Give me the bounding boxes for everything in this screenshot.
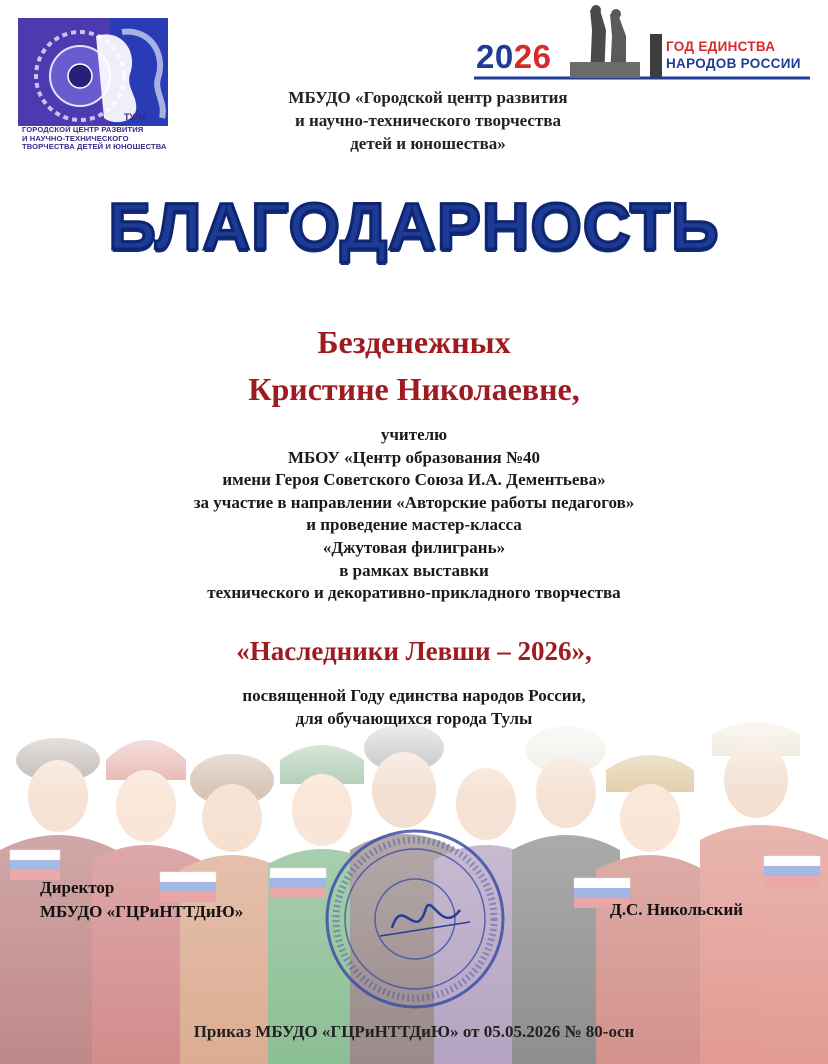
logo-caption-line: ТВОРЧЕСТВА ДЕТЕЙ И ЮНОШЕСТВА <box>22 142 167 152</box>
body-line: имени Героя Советского Союза И.А. Дементьева» <box>222 470 606 490</box>
body-line: «Джутовая филигрань» <box>322 537 506 557</box>
year-label <box>476 38 551 76</box>
logo-city-label: ТУЛА <box>124 112 148 122</box>
logo-caption-line: И НАУЧНО-ТЕХНИЧЕСКОГО <box>22 133 129 143</box>
body-line: за участие в направлении «Авторские работы педагогов» <box>193 492 635 512</box>
official-stamp <box>320 824 510 1014</box>
director-role: Директор <box>40 878 115 897</box>
organization-line: и научно-технического творчества <box>294 111 562 130</box>
organization-line: детей и юношества» <box>350 134 506 153</box>
director-organization: МБУДО «ГЦРиНТТДиЮ» <box>40 902 244 921</box>
certificate-title: БЛАГОДАРНОСТЬ <box>108 189 720 263</box>
dedication-line: посвященной Году единства народов России, <box>242 686 586 705</box>
organization-line: МБУДО «Городской центр развития <box>288 88 568 107</box>
dedication-line: для обучающихся города Тулы <box>295 709 533 728</box>
body-line: в рамках выставки <box>339 560 489 580</box>
recipient-surname: Безденежных <box>317 324 511 360</box>
year-banner-line2: НАРОДОВ РОССИИ <box>666 56 801 71</box>
logo-caption-line: ГОРОДСКОЙ ЦЕНТР РАЗВИТИЯ <box>22 125 144 134</box>
organization-name <box>238 86 618 155</box>
body-line: технического и декоративно-прикладного творчества <box>207 583 621 603</box>
year-part-red: 26 <box>513 38 552 75</box>
body-line: и проведение мастер-класса <box>306 515 522 535</box>
year-part-blue: 20 <box>476 38 514 75</box>
year-banner-line1: ГОД ЕДИНСТВА <box>666 39 776 54</box>
body-text <box>0 424 828 605</box>
event-title: «Наследники Левши – 2026», <box>236 636 592 666</box>
body-line: МБОУ «Центр образования №40 <box>287 447 541 467</box>
director-title <box>40 876 243 924</box>
recipient-name: Кристине Николаевне, <box>248 371 580 407</box>
director-name: Д.С. Никольский <box>610 900 744 919</box>
body-line: учителю <box>380 425 448 444</box>
order-reference: Приказ МБУДО «ГЦРиНТТДиЮ» от 05.05.2026 № 80-осн <box>193 1022 635 1041</box>
logo-caption <box>22 126 212 152</box>
dedication-text <box>0 684 828 730</box>
